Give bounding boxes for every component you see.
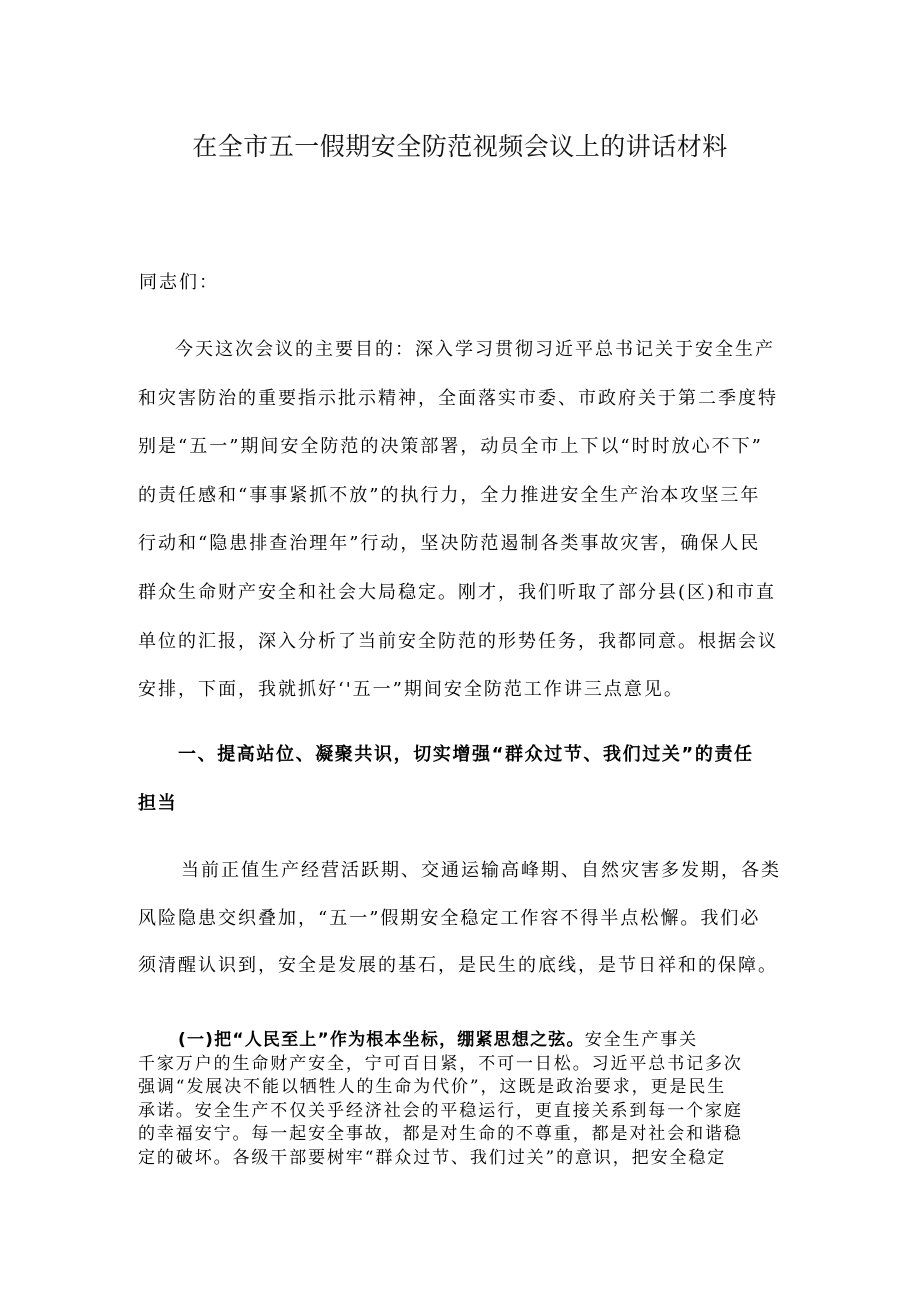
heading-line: 一、提高站位、凝聚共识，切实增强“群众过节、我们过关”的责任 [178,744,754,765]
intro-line: 今天这次会议的主要目的：深入学习贯彻习近平总书记关于安全生产 [175,339,775,360]
paragraph-line: 千家万户的生命财产安全，宁可百日紧，不可一日松。习近平总书记多次 [138,1053,743,1074]
intro-line: 单位的汇报，深入分析了当前安全防范的形势任务，我都同意。根据会议 [138,630,778,652]
paragraph-line: 强调“发展决不能以牺牲人的生命为代价”，这既是政治要求，更是民生 [138,1077,727,1098]
intro-paragraph [138,334,788,723]
document-title: 在全市五一假期安全防范视频会议上的讲话材料 [192,132,728,161]
intro-line: 群众生命财产安全和社会大局稳定。刚才，我们听取了部分县(区)和市直 [138,581,777,603]
salutation: 同志们： [139,272,219,293]
paragraph-line: 当前正值生产经营活跃期、交通运输高峰期、自然灾害多发期，各类 [181,860,781,881]
paragraph-line: 承诺。安全生产不仅关乎经济社会的平稳运行，更直接关系到每一个家庭 [138,1100,743,1121]
intro-line: 安排，下面，我就抓好‘'五一”期间安全防范工作讲三点意见。 [138,679,684,701]
intro-line: 行动和“隐患排查治理年”行动，坚决防范遏制各类事故灾害，确保人民 [138,533,761,555]
paragraph-line: 的幸福安宁。每一起安全事故，都是对生命的不尊重，都是对社会和谐稳 [138,1124,743,1145]
paragraph-line: 定的破坏。各级干部要树牢“群众过节、我们过关”的意识，把安全稳定 [138,1147,727,1168]
paragraph-line [138,1029,788,1053]
section-heading-1 [138,740,788,838]
intro-line: 和灾害防治的重要指示批示精神，全面落实市委、市政府关于第二季度特 [138,387,778,409]
intro-line: 的责任感和“事事紧抓不放”的执行力，全力推进安全生产治本攻坚三年 [138,484,761,506]
paragraph-text: 安全生产事关 [584,1030,699,1050]
subsection-heading: (一)把“人民至上”作为根本坐标，绷紧思想之弦。 [178,1030,585,1050]
intro-line: 别是“五一”期间安全防范的决策部署，动员全市上下以“时时放心不下” [138,436,763,458]
section-1-paragraph [138,855,788,998]
heading-line: 担当 [138,793,178,814]
paragraph-line: 风险隐患交织叠加，“五一”假期安全稳定工作容不得半点松懈。我们必 [138,907,761,929]
subsection-1-paragraph [138,1029,788,1171]
paragraph-line: 须清醒认识到，安全是发展的基石，是民生的底线，是节日祥和的保障。 [138,955,778,976]
